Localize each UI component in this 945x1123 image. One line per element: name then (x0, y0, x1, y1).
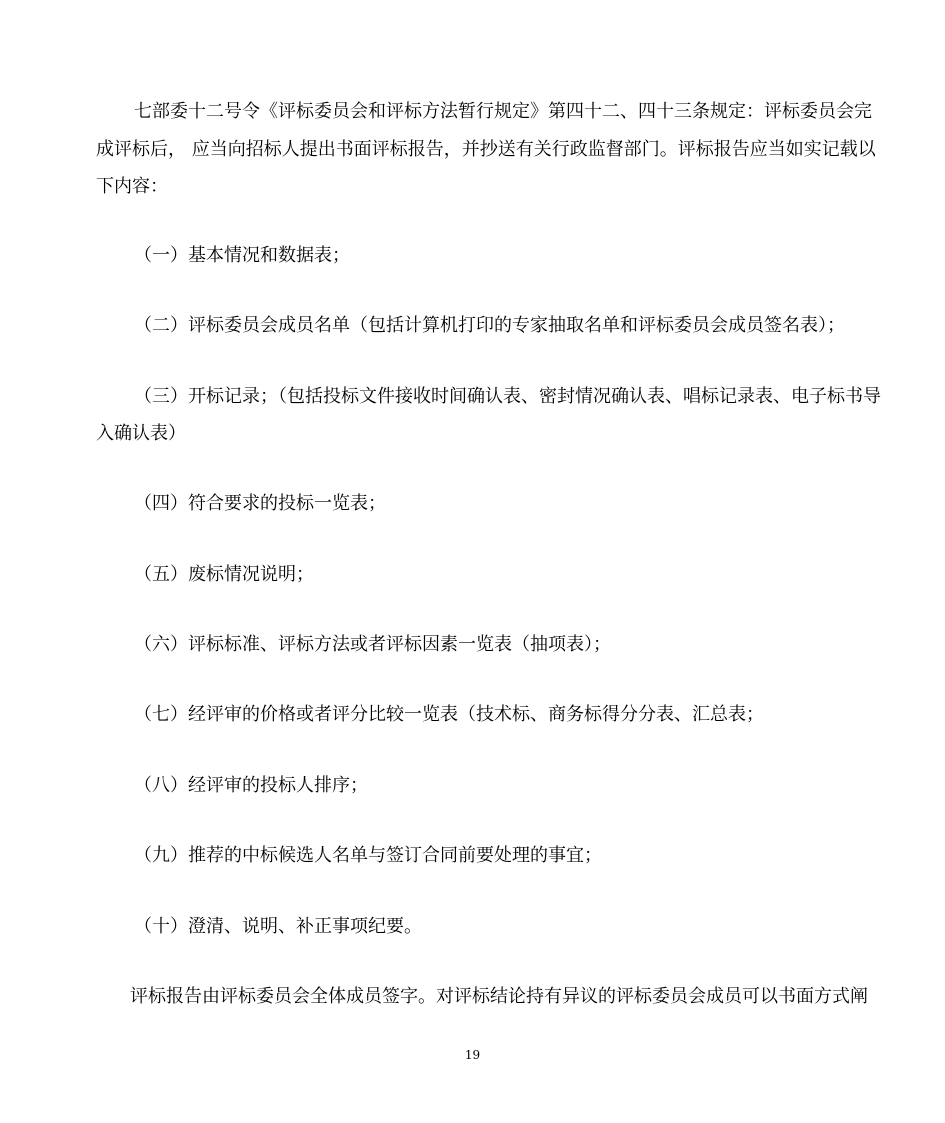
list-item-9: （九）推荐的中标候选人名单与签订合同前要处理的事宜； (134, 845, 602, 866)
intro-line-3: 下内容： (96, 176, 168, 197)
list-item-1: （一）基本情况和数据表； (134, 245, 350, 266)
closing-line-1: 评标报告由评标委员会全体成员签字。对评标结论持有异议的评标委员会成员可以书面方式阐 (130, 986, 868, 1007)
intro-line-2: 成评标后， 应当向招标人提出书面评标报告，并抄送有关行政监督部门。评标报告应当如实记载以 (96, 139, 876, 160)
list-item-8: （八）经评审的投标人排序； (134, 775, 368, 796)
list-item-10: （十）澄清、说明、补正事项纪要。 (134, 916, 422, 937)
list-item-2: （二）评标委员会成员名单（包括计算机打印的专家抽取名单和评标委员会成员签名表）； (134, 315, 845, 336)
list-item-4: （四）符合要求的投标一览表； (134, 493, 386, 514)
list-item-3: （三）开标记录；（包括投标文件接收时间确认表、密封情况确认表、唱标记录表、电子标书导 (134, 386, 881, 407)
list-item-3-continuation: 入确认表） (96, 423, 186, 444)
list-item-7: （七）经评审的价格或者评分比较一览表（技术标、商务标得分分表、汇总表； (134, 704, 764, 725)
list-item-6: （六）评标标准、评标方法或者评标因素一览表（抽项表）； (134, 634, 611, 655)
page-number: 19 (464, 1048, 481, 1062)
intro-line-1: 七部委十二号令《评标委员会和评标方法暂行规定》第四十二、四十三条规定：评标委员会完 (134, 101, 872, 122)
list-item-5: （五）废标情况说明； (134, 564, 314, 585)
